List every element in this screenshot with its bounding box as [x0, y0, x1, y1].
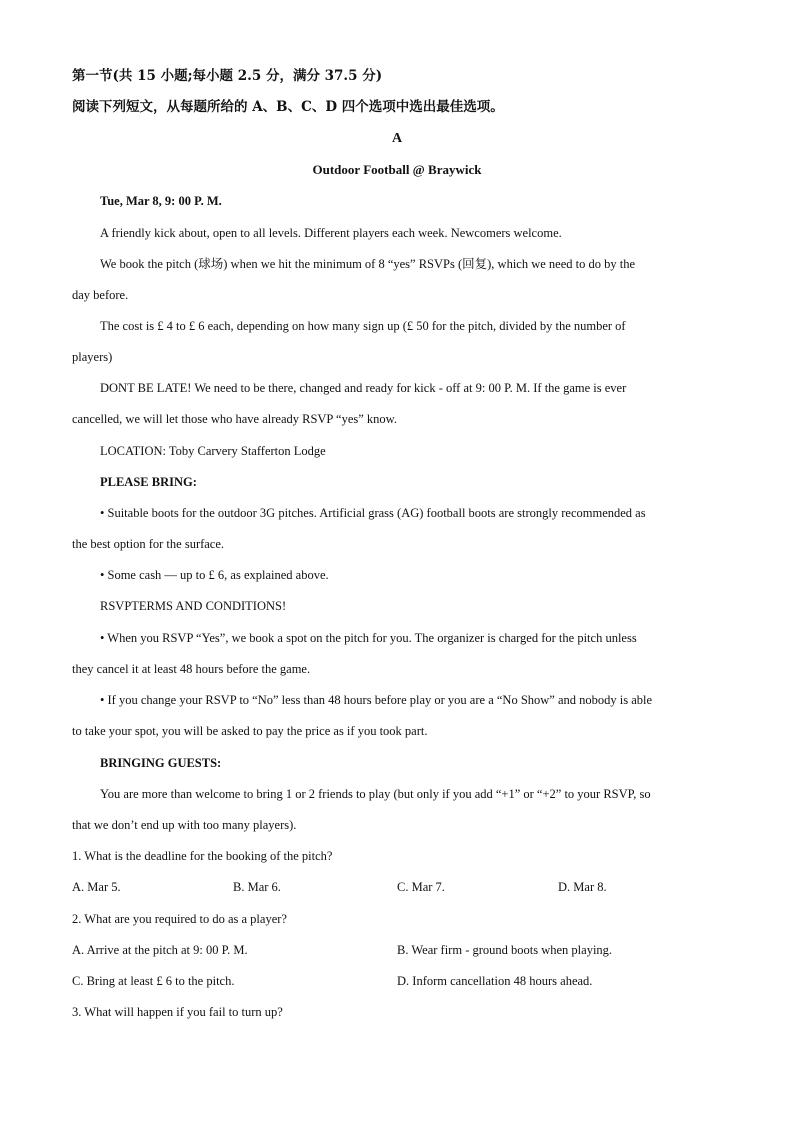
question-stem: 3. What will happen if you fail to turn up? [72, 1005, 283, 1019]
section-instruction: 阅读下列短文，从每题所给的 A、B、C、D 四个选项中选出最佳选项。 [72, 99, 504, 115]
question-option: B. Mar 6. [233, 880, 281, 894]
paragraph-booking-line2: day before. [72, 288, 129, 302]
term-rsvp-no-line2: to take your spot, you will be asked to pay the price as if you took part. [72, 724, 428, 738]
bring-item-boots-line2: the best option for the surface. [72, 537, 225, 551]
paragraph-booking-line1: We book the pitch (球场) when we hit the minimum of 8 “yes” RSVPs (回复), which we need to do by the [100, 257, 636, 271]
paragraph-cost-line1: The cost is £ 4 to £ 6 each, depending on how many sign up (£ 50 for the pitch, divided by the number of [100, 319, 626, 333]
section-heading: 第一节(共 15 小题;每小题 2.5 分，满分 37.5 分) [72, 68, 383, 84]
bring-item-boots-line1: • Suitable boots for the outdoor 3G pitches. Artificial grass (AG) football boots are strongly recommended as [100, 506, 646, 520]
paragraph-late-line1: DONT BE LATE! We need to be there, changed and ready for kick - off at 9: 00 P. M. If the game is ever [100, 381, 627, 395]
term-rsvp-yes-line2: they cancel it at least 48 hours before the game. [72, 662, 311, 676]
paragraph-cost-line2: players) [72, 350, 113, 364]
location-line: LOCATION: Toby Carvery Stafferton Lodge [100, 444, 326, 458]
question-option: C. Mar 7. [397, 880, 445, 894]
terms-heading: RSVPTERMS AND CONDITIONS! [100, 599, 287, 613]
passage-letter: A [391, 131, 403, 146]
question-option: D. Inform cancellation 48 hours ahead. [397, 974, 593, 988]
paragraph-late-line2: cancelled, we will let those who have already RSVP “yes” know. [72, 412, 398, 426]
event-date: Tue, Mar 8, 9: 00 P. M. [100, 194, 222, 208]
bring-heading: PLEASE BRING: [100, 475, 197, 489]
question-option: B. Wear firm - ground boots when playing. [397, 943, 613, 957]
term-rsvp-no-line1: • If you change your RSVP to “No” less than 48 hours before play or you are a “No Show” and nobody is able [100, 693, 653, 707]
question-option: A. Mar 5. [72, 880, 121, 894]
guests-paragraph-line1: You are more than welcome to bring 1 or 2 friends to play (but only if you add “+1” or “+2” to your RSVP, so [100, 787, 651, 801]
question-option: A. Arrive at the pitch at 9: 00 P. M. [72, 943, 248, 957]
passage-title: Outdoor Football @ Braywick [312, 162, 482, 177]
question-stem: 2. What are you required to do as a player? [72, 912, 287, 926]
bring-item-cash: • Some cash — up to £ 6, as explained above. [100, 568, 329, 582]
question-option: D. Mar 8. [558, 880, 607, 894]
question-stem: 1. What is the deadline for the booking of the pitch? [72, 849, 333, 863]
paragraph-intro: A friendly kick about, open to all levels. Different players each week. Newcomers welcome. [100, 226, 562, 240]
question-option: C. Bring at least £ 6 to the pitch. [72, 974, 235, 988]
term-rsvp-yes-line1: • When you RSVP “Yes”, we book a spot on the pitch for you. The organizer is charged for the pitch unless [100, 631, 637, 645]
guests-heading: BRINGING GUESTS: [100, 756, 222, 770]
guests-paragraph-line2: that we don’t end up with too many players). [72, 818, 297, 832]
